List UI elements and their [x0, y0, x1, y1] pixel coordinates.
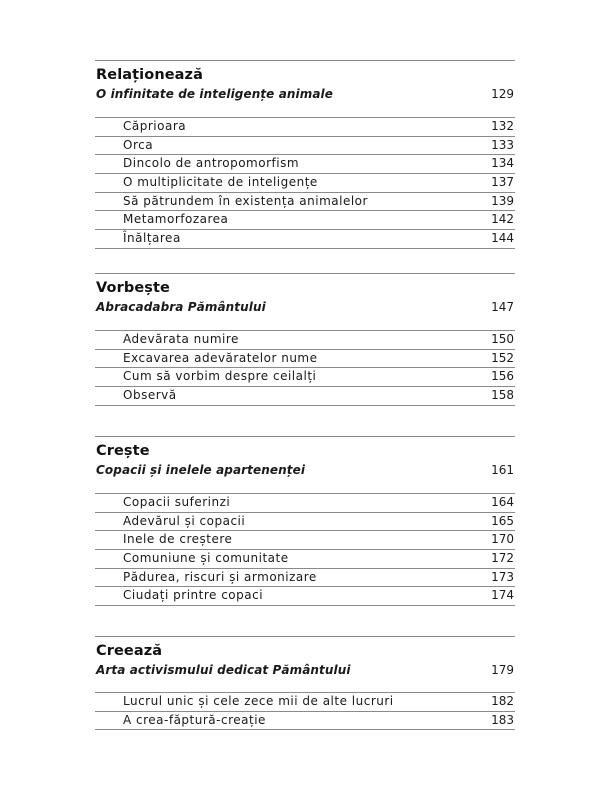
- entry-title: Să pătrundem în existența animalelor: [123, 193, 368, 208]
- chapter-entry[interactable]: [95, 300, 515, 318]
- entry-title: Metamorfozarea: [123, 212, 229, 227]
- entry-page-number: 172: [491, 551, 514, 566]
- entry-title: Copacii suferinzi: [123, 495, 231, 509]
- entry-title: O multiplicitate de inteligențe: [123, 175, 318, 190]
- toc-entry[interactable]: [95, 192, 515, 211]
- toc-entry[interactable]: [95, 692, 515, 711]
- toc-entry[interactable]: [95, 386, 515, 406]
- entry-title: Pădurea, riscuri și armonizare: [123, 569, 317, 584]
- entry-page-number: 164: [491, 495, 514, 509]
- subsection-list: [95, 493, 515, 606]
- section-divider: [95, 436, 515, 437]
- entry-title: Excavarea adevăratelor nume: [123, 350, 318, 365]
- subsection-list: [95, 330, 515, 406]
- entry-title: Înălțarea: [123, 231, 181, 246]
- entry-title: Adevărata numire: [123, 332, 239, 346]
- toc-entry[interactable]: [95, 229, 515, 249]
- entry-page-number: 174: [491, 588, 514, 603]
- toc-entry[interactable]: [95, 530, 515, 549]
- entry-page-number: 132: [491, 119, 514, 133]
- entry-title: Lucrul unic și cele zece mii de alte lucruri: [123, 694, 394, 708]
- chapter-title: Arta activismului dedicat Pământului: [96, 663, 351, 677]
- section-title: Relaționează: [96, 67, 203, 83]
- entry-page-number: 137: [491, 175, 514, 190]
- entry-page-number: 182: [491, 694, 514, 708]
- chapter-title: O infinitate de inteligențe animale: [96, 87, 334, 101]
- section-title: Crește: [96, 443, 150, 459]
- entry-title: Orca: [123, 137, 154, 152]
- entry-title: Căprioara: [123, 119, 187, 133]
- subsection-list: [95, 117, 515, 249]
- toc-entry[interactable]: [95, 493, 515, 512]
- entry-page-number: 150: [491, 332, 514, 346]
- chapter-page-number: 147: [491, 300, 514, 314]
- section-divider: [95, 273, 515, 274]
- section-title: Vorbește: [96, 280, 170, 296]
- chapter-page-number: 161: [491, 463, 514, 477]
- entry-title: Ciudați printre copaci: [123, 588, 264, 603]
- entry-title: Adevărul și copacii: [123, 513, 246, 528]
- chapter-title: Abracadabra Pământului: [96, 300, 266, 314]
- entry-page-number: 170: [491, 532, 514, 547]
- entry-page-number: 152: [491, 350, 514, 365]
- toc-entry[interactable]: [95, 330, 515, 349]
- entry-page-number: 133: [491, 137, 514, 152]
- toc-entry[interactable]: [95, 349, 515, 368]
- entry-page-number: 139: [491, 193, 514, 208]
- subsection-list: [95, 692, 515, 730]
- toc-entry[interactable]: [95, 586, 515, 606]
- toc-entry[interactable]: [95, 136, 515, 155]
- chapter-title: Copacii și inelele apartenenței: [96, 463, 306, 477]
- toc-entry[interactable]: [95, 568, 515, 587]
- section-divider: [95, 60, 515, 61]
- toc-entry[interactable]: [95, 117, 515, 136]
- toc-entry[interactable]: [95, 154, 515, 173]
- chapter-entry[interactable]: [95, 463, 515, 481]
- entry-page-number: 156: [491, 369, 514, 384]
- entry-title: Inele de creștere: [123, 532, 233, 547]
- entry-page-number: 165: [491, 513, 514, 528]
- chapter-entry[interactable]: [95, 87, 515, 105]
- entry-title: Cum să vorbim despre ceilalți: [123, 369, 317, 384]
- section-title: Creează: [96, 643, 163, 659]
- entry-title: Dincolo de antropomorfism: [123, 156, 300, 171]
- entry-page-number: 142: [491, 212, 514, 227]
- entry-page-number: 158: [491, 388, 514, 403]
- entry-page-number: 144: [491, 231, 514, 246]
- entry-title: Observă: [123, 388, 177, 403]
- toc-entry[interactable]: [95, 549, 515, 568]
- toc-entry[interactable]: [95, 367, 515, 386]
- entry-title: Comuniune și comunitate: [123, 551, 289, 566]
- toc-entry[interactable]: [95, 711, 515, 731]
- section-divider: [95, 636, 515, 637]
- toc-entry[interactable]: [95, 512, 515, 531]
- entry-page-number: 173: [491, 569, 514, 584]
- chapter-page-number: 129: [491, 87, 514, 101]
- entry-title: A crea-făptură-creație: [123, 712, 266, 727]
- entry-page-number: 183: [491, 712, 514, 727]
- toc-entry[interactable]: [95, 210, 515, 229]
- toc-entry[interactable]: [95, 173, 515, 192]
- chapter-page-number: 179: [491, 663, 514, 677]
- chapter-entry[interactable]: [95, 663, 515, 681]
- entry-page-number: 134: [491, 156, 514, 171]
